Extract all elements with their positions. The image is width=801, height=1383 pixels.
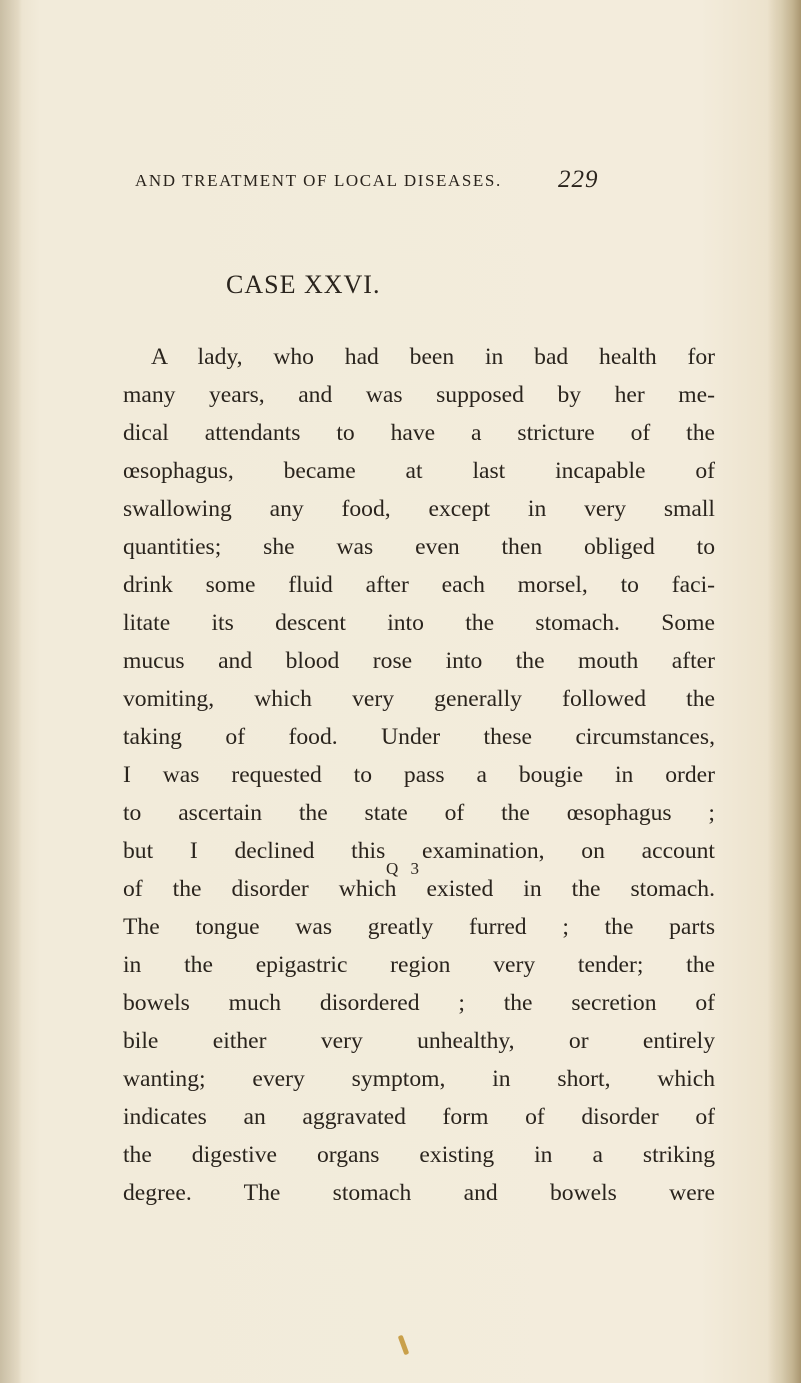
- text-line: A lady, who had been in bad health for: [151, 344, 715, 370]
- page-number: 229: [558, 166, 599, 193]
- text-line: wanting; every symptom, in short, which: [123, 1066, 715, 1092]
- text-line: to ascertain the state of the œsophagus ;: [123, 800, 715, 826]
- text-line: bile either very unhealthy, or entirely: [123, 1028, 715, 1054]
- text-line: bowels much disordered ; the secretion of: [123, 990, 715, 1016]
- body-text: [123, 338, 715, 1212]
- text-line: vomiting, which very generally followed the: [123, 686, 715, 712]
- text-line: many years, and was supposed by her me-: [123, 382, 715, 408]
- text-line: mucus and blood rose into the mouth after: [123, 648, 715, 674]
- signature-mark: Q 3: [386, 859, 424, 878]
- text-line: dical attendants to have a stricture of the: [123, 420, 715, 446]
- text-line: taking of food. Under these circumstances,: [123, 724, 715, 750]
- text-line: litate its descent into the stomach. Some: [123, 610, 715, 636]
- text-line: degree. The stomach and bowels were: [123, 1180, 715, 1206]
- text-line: indicates an aggravated form of disorder of: [123, 1104, 715, 1130]
- running-head: AND TREATMENT OF LOCAL DISEASES.: [135, 171, 502, 190]
- text-line: drink some fluid after each morsel, to faci-: [123, 572, 715, 598]
- text-line: the digestive organs existing in a striking: [123, 1142, 715, 1168]
- text-line: in the epigastric region very tender; the: [123, 952, 715, 978]
- text-line: of the disorder which existed in the stomach.: [123, 876, 715, 902]
- text-line: quantities; she was even then obliged to: [123, 534, 715, 560]
- case-title: CASE XXVI.: [226, 270, 381, 299]
- text-line: swallowing any food, except in very small: [123, 496, 715, 522]
- text-line: The tongue was greatly furred ; the parts: [123, 914, 715, 940]
- text-line: but I declined this examination, on account: [123, 838, 715, 864]
- text-line: œsophagus, became at last incapable of: [123, 458, 715, 484]
- page-edge-shadow: [767, 0, 801, 1383]
- page-gutter-shadow: [0, 0, 22, 1383]
- text-line: I was requested to pass a bougie in order: [123, 762, 715, 788]
